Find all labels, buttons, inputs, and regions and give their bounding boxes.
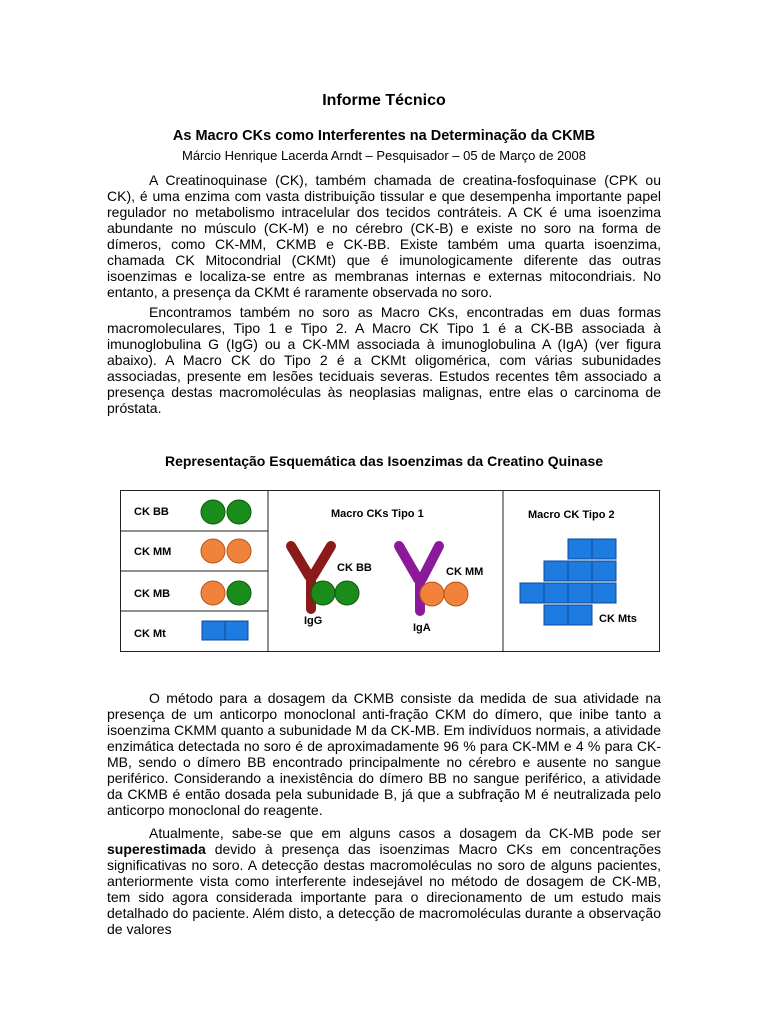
ckmts-label: CK Mts <box>599 613 637 625</box>
m-subunit <box>420 582 444 606</box>
paragraph-4 <box>107 825 661 937</box>
document-title: Informe Técnico <box>322 92 446 109</box>
type1-title: Macro CKs Tipo 1 <box>331 508 424 520</box>
isoenzyme-figure <box>120 490 660 652</box>
b-subunit <box>227 581 251 605</box>
row-label-ckmt: CK Mt <box>134 628 166 640</box>
mt-subunit <box>225 621 248 640</box>
row-label-ckmb: CK MB <box>134 588 171 600</box>
paragraph-4-start: Atualmente, sabe-se que em alguns casos a dosagem da CK-MB pode ser <box>149 825 661 841</box>
document-subtitle: As Macro CKs como Interferentes na Determinação da CKMB <box>172 128 596 144</box>
m-subunit <box>201 581 225 605</box>
paragraph-2 <box>107 304 661 416</box>
mt-subunit <box>202 621 225 640</box>
author-line: Márcio Henrique Lacerda Arndt – Pesquisador – 05 de Março de 2008 <box>182 148 586 163</box>
b-subunit <box>311 581 335 605</box>
type1-ckbb-label: CK BB <box>337 562 372 574</box>
row-label-ckbb: CK BB <box>134 506 169 518</box>
paragraph-1 <box>107 172 661 300</box>
paragraph-4-end: devido à presença das isoenzimas Macro CKs em concentrações significativas no soro. A detecção destas macromoléculas no soro de alguns pacientes, anteriormente vista como interferente indesejável no método de dosagem de CK-MB, tem sido agora considerada importante para o direcionamento de um estudo mais detalhado do paciente. Além disto, a detecção de macromoléculas durante a observação de valores <box>107 841 661 937</box>
m-subunit <box>444 582 468 606</box>
b-subunit <box>227 500 251 524</box>
row-label-ckmm: CK MM <box>134 546 172 558</box>
paragraph-3 <box>107 690 661 818</box>
figure-title: Representação Esquemática das Isoenzimas da Creatino Quinase <box>164 453 604 469</box>
b-subunit <box>201 500 225 524</box>
m-subunit <box>227 539 251 563</box>
iga-label: IgA <box>413 622 431 634</box>
paragraph-2-text: Encontramos também no soro as Macro CKs, encontradas em duas formas macromoleculares, Tipo 1 e Tipo 2. A Macro CK Tipo 1 é a CK-BB associada à imunoglobulina G (IgG) ou a CK-MM associada à imunoglobulina A (IgA) (ver figura abaixo). A Macro CK do Tipo 2 é a CKMt oligomérica, com várias subunidades associadas, presente em lesões teciduais severas. Estudos recentes têm associado a presença destas macromoléculas às neoplasias malignas, entre elas o carcinoma de próstata. <box>107 304 661 416</box>
paragraph-3-text: O método para a dosagem da CKMB consiste da medida de sua atividade na presença de um anticorpo monoclonal anti-fração CKM do dímero, que inibe tanto a isoenzima CKMM quanto a subunidade M da CK-MB. Em indivíduos normais, a atividade enzimática detectada no soro é de aproximadamente 96 % para CK-MM e 4 % para CK-MB, sendo o dímero BB encontrado principalmente no cérebro e ausente no sangue periférico. Considerando a inexistência do dímero BB no sangue periférico, a atividade da CKMB é então dosada pela subunidade B, já que a subfração M é neutralizada pelo anticorpo monoclonal do reagente. <box>107 690 661 818</box>
type1-ckmm-label: CK MM <box>446 566 484 578</box>
isoenzyme-diagram <box>121 491 659 651</box>
b-subunit <box>335 581 359 605</box>
m-subunit <box>201 539 225 563</box>
type2-title: Macro CK Tipo 2 <box>528 509 615 521</box>
emphasis-superestimada: superestimada <box>107 841 206 857</box>
paragraph-1-text: A Creatinoquinase (CK), também chamada de creatina-fosfoquinase (CPK ou CK), é uma enzima com vasta distribuição tissular e que desempenha importante papel regulador no metabolismo intracelular dos tecidos contráteis. A CK é uma isoenzima abundante no músculo (CK-M) e no cérebro (CK-B) e existe no soro na forma de dímeros, como CK-MM, CKMB e CK-BB. Existe também uma quarta isoenzima, chamada CK Mitocondrial (CKMt) que é imunologicamente diferente das outras isoenzimas e localiza-se entre as membranas internas e externas mitocondriais. No entanto, a presença da CKMt é raramente observada no soro. <box>107 172 661 300</box>
igg-label: IgG <box>304 615 323 627</box>
